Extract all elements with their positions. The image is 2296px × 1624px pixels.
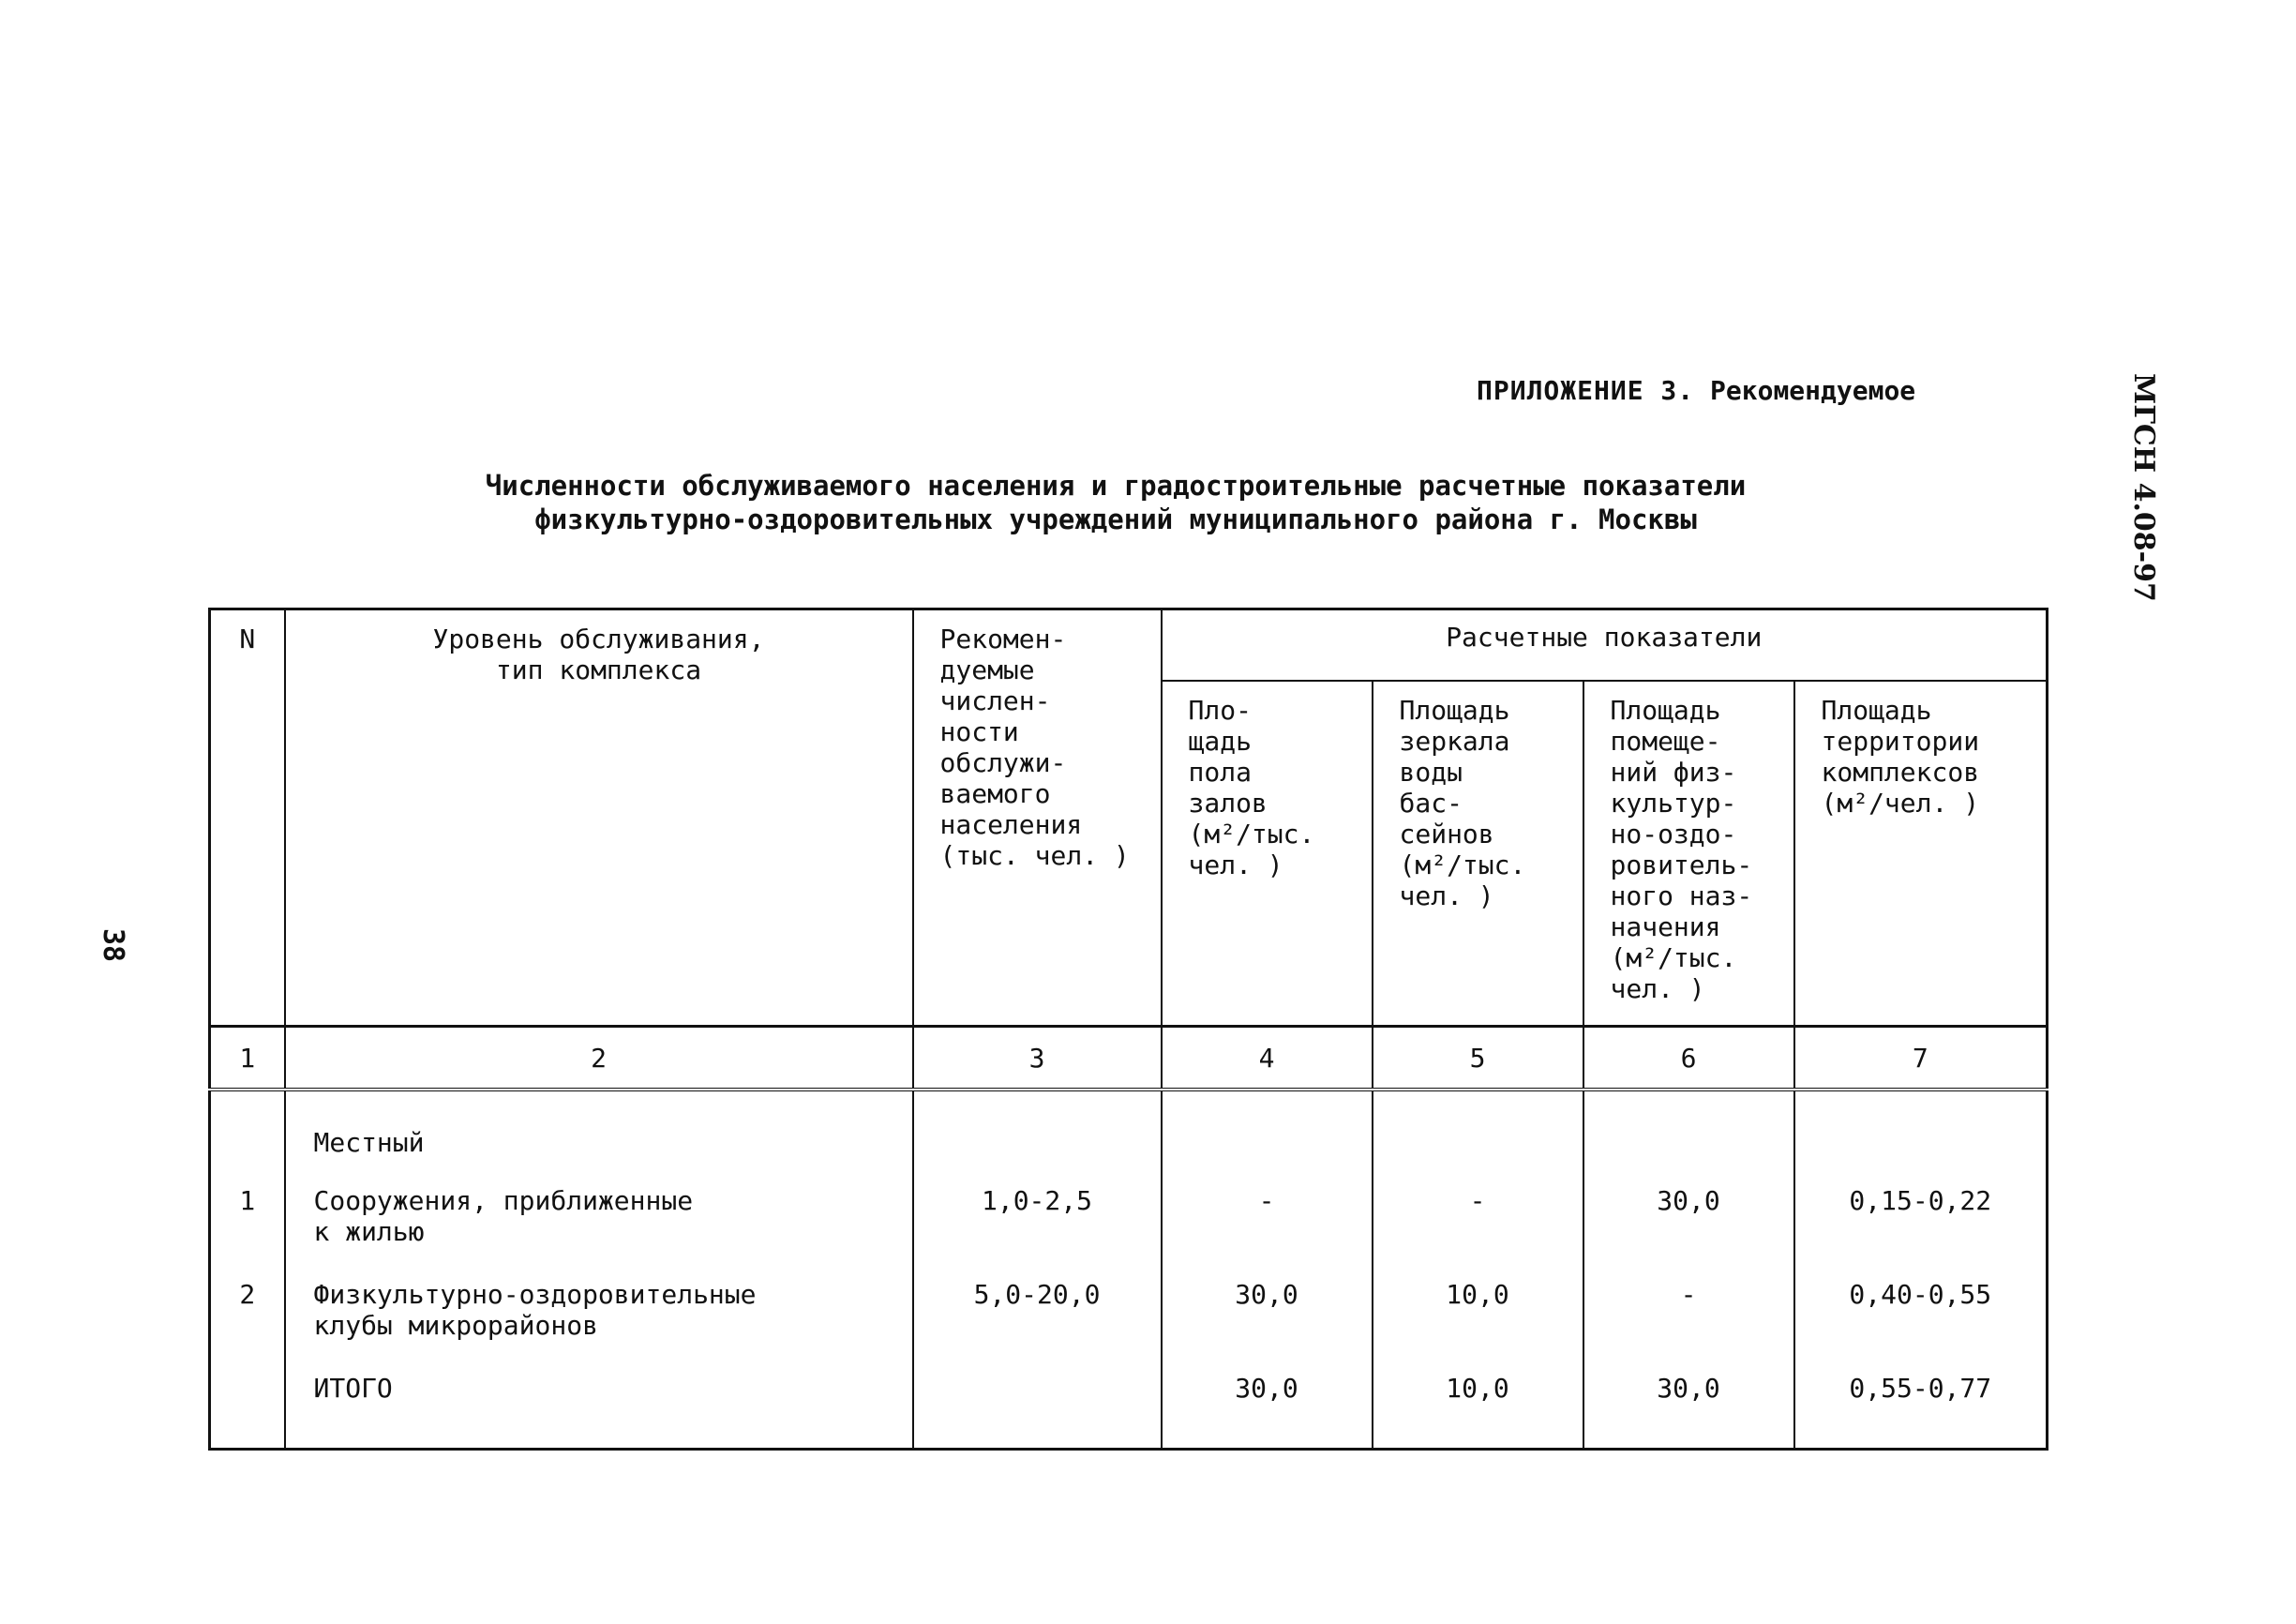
row-label: ИТОГО (285, 1373, 913, 1450)
cell-territory-area: 0,55-0,77 (1794, 1373, 2048, 1450)
header-level: Уровень обслуживания, тип комплекса (285, 609, 913, 1027)
cell-population: 1,0-2,5 (913, 1185, 1162, 1279)
title-line-1: Численности обслуживаемого населения и градостроительные расчетные показатели (485, 470, 1747, 502)
cell-territory-area: 0,40-0,55 (1794, 1279, 2048, 1373)
header-population: Рекомен- дуемые числен- ности обслужи- ваемого населения (тыс. чел. ) (913, 609, 1162, 1027)
header-premises-area: Площадь помеще- ний физ- культур- но-оздо- ровитель- ного наз- начения (м²/тыс. чел. ) (1583, 681, 1794, 1027)
cell-floor-area: - (1162, 1185, 1373, 1279)
title-line-2: физкультурно-оздоровительных учреждений муниципального района г. Москвы (534, 504, 1697, 535)
cell-population (913, 1373, 1162, 1450)
column-number: 5 (1373, 1027, 1583, 1090)
row-label: Физкультурно-оздоровительные клубы микрорайонов (285, 1279, 913, 1373)
indicators-table (208, 608, 2048, 1451)
row-label: Сооружения, приближенные к жилью (285, 1185, 913, 1279)
column-number: 2 (285, 1027, 913, 1090)
column-numbers-row (210, 1027, 2048, 1090)
cell-premises-area: 30,0 (1583, 1373, 1794, 1450)
row-number: 1 (210, 1185, 285, 1279)
document-title (281, 469, 1950, 536)
column-number: 1 (210, 1027, 285, 1090)
appendix-kind: Рекомендуемое (1710, 375, 1916, 406)
cell-pool-area: - (1373, 1185, 1583, 1279)
page-number: 38 (97, 928, 129, 963)
appendix-heading (1477, 375, 1915, 406)
header-territory-area: Площадь территории комплексов (м²/чел. ) (1794, 681, 2048, 1027)
column-number: 7 (1794, 1027, 2048, 1090)
column-number: 3 (913, 1027, 1162, 1090)
table-row-total (210, 1373, 2048, 1450)
header-pool-area: Площадь зеркала воды бас- сейнов (м²/тыс. чел. ) (1373, 681, 1583, 1027)
column-number: 4 (1162, 1027, 1373, 1090)
row-number: 2 (210, 1279, 285, 1373)
cell-premises-area: 30,0 (1583, 1185, 1794, 1279)
section-title: Местный (285, 1118, 913, 1185)
document-code: МГСН 4.08-97 (2127, 373, 2160, 602)
row-number (210, 1373, 285, 1450)
appendix-name: ПРИЛОЖЕНИЕ 3. (1477, 375, 1695, 406)
header-calculated-indicators: Расчетные показатели (1162, 609, 2048, 682)
header-n: N (210, 609, 285, 1027)
section-row (210, 1118, 2048, 1185)
cell-population: 5,0-20,0 (913, 1279, 1162, 1373)
spacer-row (210, 1090, 2048, 1118)
cell-floor-area: 30,0 (1162, 1279, 1373, 1373)
header-row-1 (210, 609, 2048, 682)
cell-floor-area: 30,0 (1162, 1373, 1373, 1450)
header-floor-area: Пло- щадь пола залов (м²/тыс. чел. ) (1162, 681, 1373, 1027)
cell-territory-area: 0,15-0,22 (1794, 1185, 2048, 1279)
table-row (210, 1185, 2048, 1279)
column-number: 6 (1583, 1027, 1794, 1090)
cell-pool-area: 10,0 (1373, 1279, 1583, 1373)
table-row (210, 1279, 2048, 1373)
cell-premises-area: - (1583, 1279, 1794, 1373)
cell-pool-area: 10,0 (1373, 1373, 1583, 1450)
